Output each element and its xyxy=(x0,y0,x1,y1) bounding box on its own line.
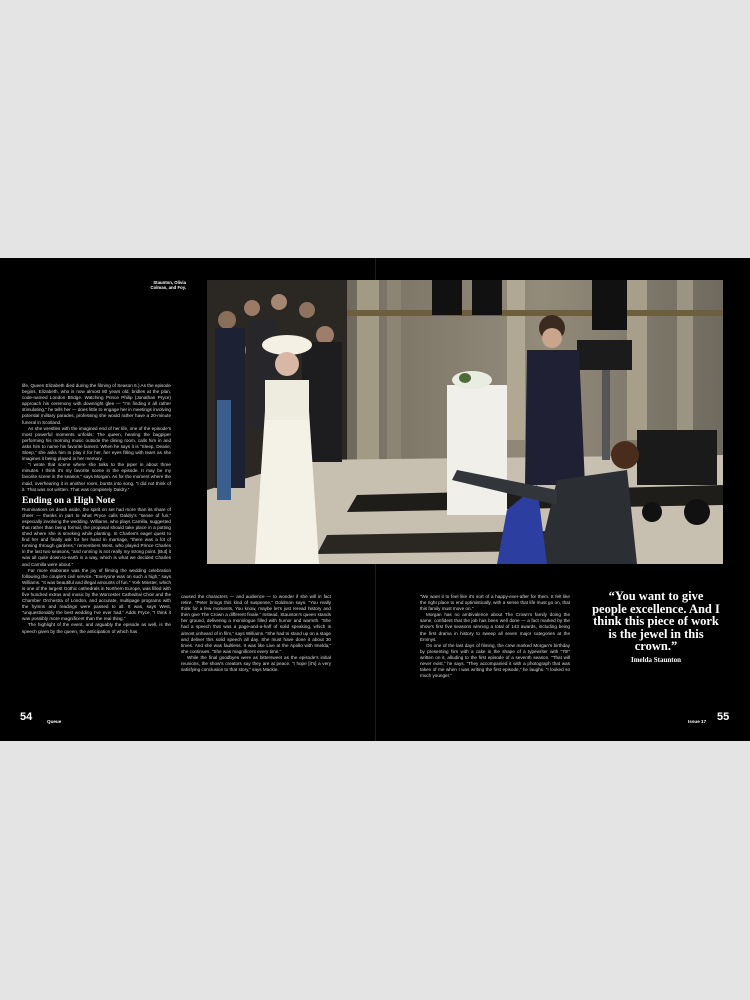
section-heading: Ending on a High Note xyxy=(22,495,115,506)
article-column-1 xyxy=(22,383,171,635)
paragraph: Far more elaborate was the joy of filming the wedding celebration following the couple’s civil service. “Everyone was on such a high,” says Williams. “It was beautiful and illegal amounts of fun.” York Minster, which is one of the largest Gothic cathedrals in Northern Europe, was filled with five hundred extras and music by the Worcester Cathedral Choir and the Chamber Orchestra of London, and accurate, multipage programs with the hymns and readings were passed to all. It was, says West, “unquestionably the best wedding I’ve ever had.” Adds Pryce, “I think it was possibly more magnificent than the real thing.” xyxy=(22,567,171,622)
paragraph: As she wrestles with the imagined end of her life, one of the episode’s most powerful moments unfolds: The queen, hearing the bagpiper performing his morning music outside the dining room, calls him in and asks him to name his favorite lament. When he says it is “Sleep, Dearie, Sleep,” she asks him to play it for her, her eyes filling with tears as she imagines it being played in her memory. xyxy=(22,425,171,462)
left-page-number: 54 xyxy=(20,711,33,723)
article-column-2 xyxy=(181,594,331,673)
photo-caption: Staunton, Olivia Colman, and Foy. xyxy=(150,280,186,291)
paragraph: life, Queen Elizabeth died during the filming of Season 6.) As the episode begins, Elizabeth, who is now almost 80 years old, bridles at the plan, code-named London Bridge. Watching Prince Philip (Jonathan Pryce) approach his ceremony with downright glee — “I’m finding it all rather stimulating,” he tells her — does little to engage her in meetings involving potential military parades, professing she would rather have a 20-minute funeral in Scotland. xyxy=(22,383,171,425)
issue-label: Issue 17 xyxy=(688,719,707,724)
paragraph: “We want it to feel like it’s sort of a happy-ever-after for them. It felt like the right place to end optimistically, with a sense that life must go on, that this family must move on.” xyxy=(420,594,570,612)
paragraph: Morgan has no ambivalence about The Crown’s family doing the same, confident that the job has been well done — a fact marked by the show’s first five seasons winning a total of 143 awards, including being the first drama in history to sweep all seven major categories at the Emmys. xyxy=(420,612,570,642)
paragraph: Ruminations on death aside, the spirit on set had more than its share of cheer — thanks in part to what Pryce calls Daldry’s “sense of fun,” especially involving the wedding. Williams, who plays Camilla, suggested that rather than being formal, the proposal should take place in a potting shed where she is smoking while planting. In Charles’s eager quest to find her and finally ask for her hand in marriage, “there was a lot of running through gardens,” remembers West, who played Prince Charles in the last two seasons, “and running is not really my strong point. [But] it was all quite down-to-earth in a way, which is what we decided Charles and Camilla were about.” xyxy=(22,506,171,567)
production-photo xyxy=(207,280,723,564)
paragraph: The highlight of the event, and arguably the episode as well, is the speech given by the queen, the anticipation of which has xyxy=(22,622,171,634)
paragraph: “I wrote that scene where she talks to the piper in about three minutes. I think it’s my favorite scene in the episode. It may be my favorite scene in the season,” says Morgan. As for the moment where the maid, overhearing it in another room, bursts into song, “I did not think of it. That was not written. That was completely Daldry.” xyxy=(22,462,171,492)
pull-quote-attribution: Imelda Staunton xyxy=(631,655,681,664)
publication-name: Queue xyxy=(47,719,62,724)
right-page-number: 55 xyxy=(717,711,730,723)
pull-quote-text: “You want to give people excellence. And I think this piece of work is the jewel in this crown.” xyxy=(592,589,720,653)
paragraph: caused the characters — and audience — to wonder if she will in fact retire. “Peter brings this kind of suspense,” Goldman says. “You really think for a few moments, You know, maybe let’s just reread history and then give The Crown a different finale.” Instead, Staunton’s queen stands her ground, delivering a monologue filled with humor and warmth. “She had a speech that was a page-and-a-half of solid speaking, which is almost unheard of in film,” says Williams. “She had to stand up on a stage and deliver this solid speech all day. She must have done it about 30 times. And she was faultless. It was like Live at the Apollo with Imelda,” she continues. “She was magnificent every time.” xyxy=(181,594,331,654)
article-column-3 xyxy=(420,594,570,679)
paragraph: On one of the last days of filming, the crew marked Morgan’s birthday by presenting him with a cake in the shape of a typewriter with “70!” written on it, alluding to the first episode of a seventh season. “That will never exist,” he says. “They accompanied it with a photograph that was taken of me when I was writing the first episode,” he laughs. “I looked so much younger.” xyxy=(420,642,570,679)
paragraph: While the final goodbyes were as bittersweet as the episode’s initial reunions, the show’s creators say they are at peace. “I hope [it’s] a very satisfying conclusion to that story,” says Mackie. xyxy=(181,654,331,673)
pull-quote xyxy=(590,590,722,664)
magazine-spread xyxy=(0,258,750,741)
